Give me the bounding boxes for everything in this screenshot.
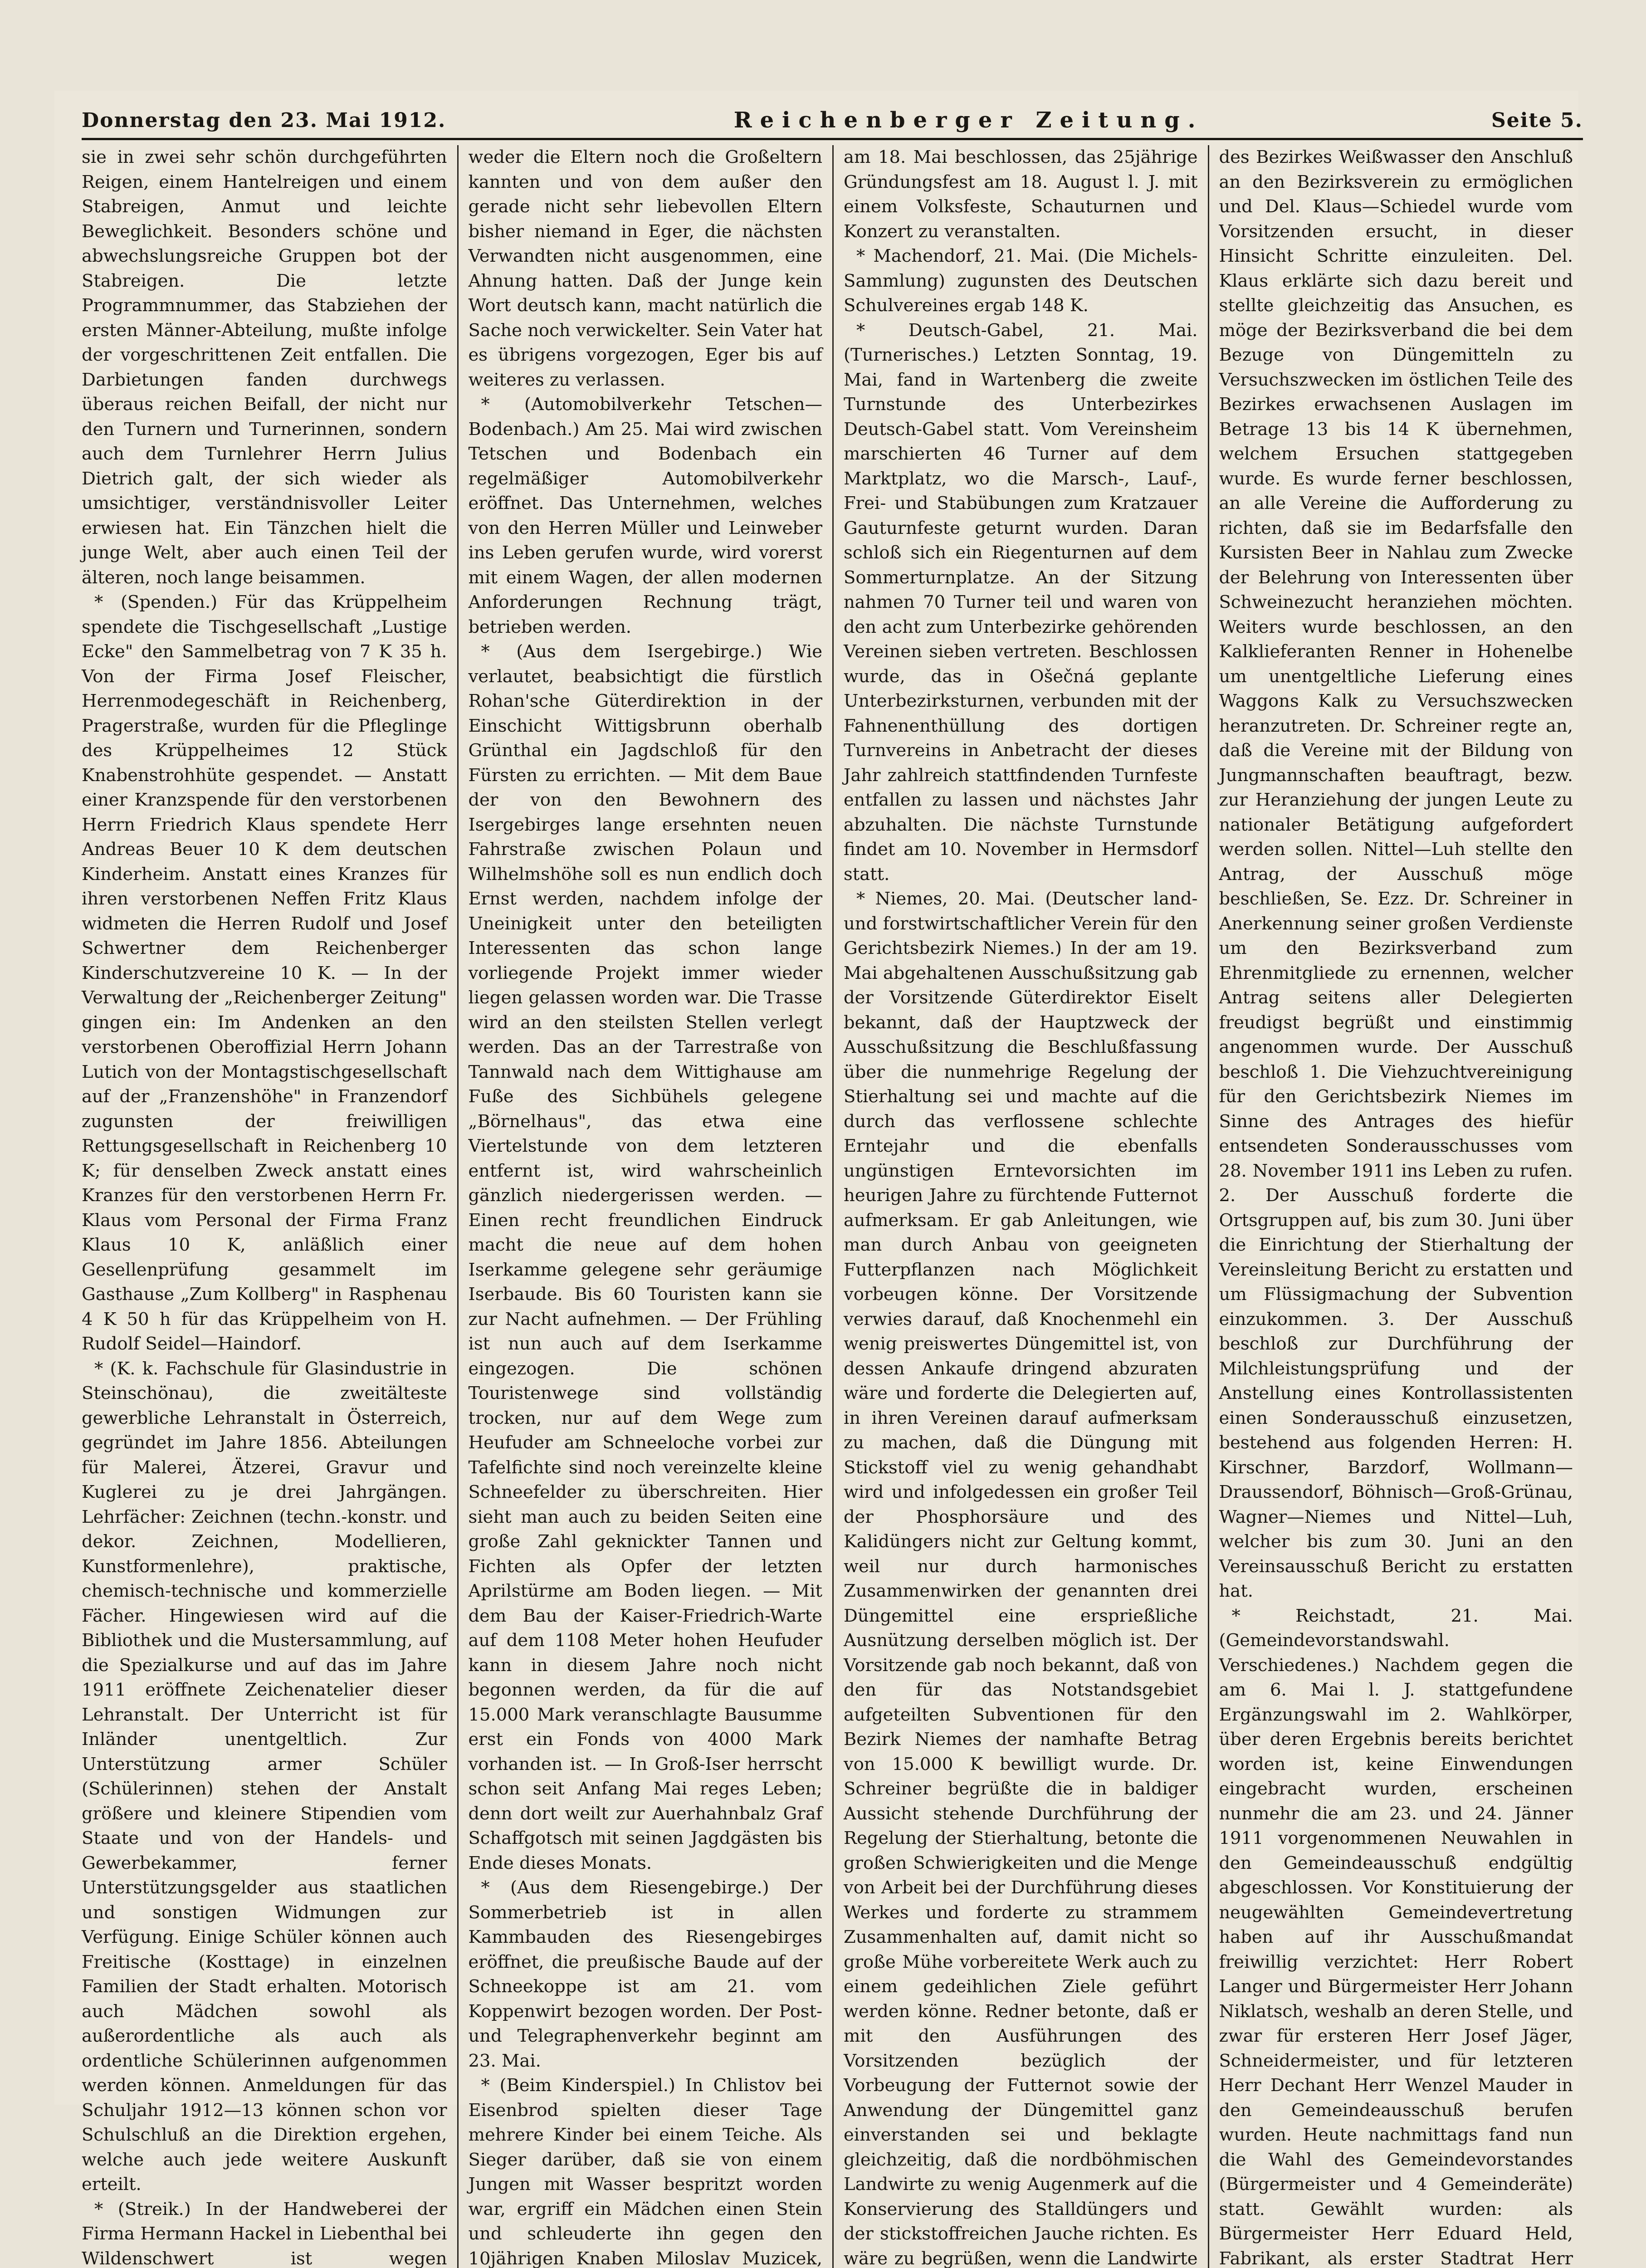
article-paragraph: weder die Eltern noch die Großeltern kannten und von dem außer den gerade nicht sehr liebevollen Eltern bisher niemand in Eger, die nächsten Verwandten nicht ausgenommen, eine Ahnung hatten. Daß der Junge kein Wort deutsch kann, macht natürlich die Sache noch verwickelter. Sein Vater hat es übrigens vorgezogen, Eger bis auf weiteres zu verlassen. <box>469 145 823 392</box>
article-paragraph: * (K. k. Fachschule für Glasindustrie in Steinschönau), die zweitälteste gewerbliche Lehranstalt in Österreich, gegründet im Jahre 1856. Abteilungen für Malerei, Ätzerei, Gravur und Kuglerei zu je drei Jahrgängen. Lehrfächer: Zeichnen (techn.-konstr. und dekor. Zeichnen, Modellieren, Kunstformenlehre), praktische, chemisch-technische und kommerzielle Fächer. Hingewiesen wird auf die Bibliothek und die Mustersammlung, auf die Spezialkurse und auf das im Jahre 1911 eröffnete Zeichenatelier dieser Lehranstalt. Der Unterricht ist für Inländer unentgeltlich. Zur Unterstützung armer Schüler (Schülerinnen) stehen der Anstalt größere und kleinere Stipendien vom Staate und von der Handels- und Gewerbekammer, ferner Unterstützungsgelder aus staatlichen und sonstigen Widmungen zur Verfügung. Einige Schüler können auch Freitische (Kosttage) in einzelnen Familien der Stadt erhalten. Motorisch auch Mädchen sowohl als außerordentliche als auch als ordentliche Schülerinnen aufgenommen werden können. Anmeldungen für das Schuljahr 1912—13 können schon vor Schulschluß an die Direktion ergehen, welche auch jede weitere Auskunft erteilt. <box>82 1357 447 2197</box>
article-paragraph: * Deutsch-Gabel, 21. Mai. (Turnerisches.) Letzten Sonntag, 19. Mai, fand in Wartenberg die zweite Turnstunde des Unterbezirkes Deutsch-Gabel statt. Vom Vereinsheim marschierten 46 Turner auf dem Marktplatz, wo die Marsch-, Lauf-, Frei- und Stabübungen zum Kratzauer Gauturnfeste geturnt wurden. Daran schloß sich ein Riegenturnen auf dem Sommerturnplatze. An der Sitzung nahmen 70 Turner teil und waren von den acht zum Unterbezirke gehörenden Vereinen sieben vertreten. Beschlossen wurde, das in Ošečná geplante Unterbezirksturnen, verbunden mit der Fahnenenthüllung des dortigen Turnvereins in Anbetracht der dieses Jahr zahlreich stattfindenden Turnfeste entfallen zu lassen und nächstes Jahr abzuhalten. Die nächste Turnstunde findet am 10. November in Hermsdorf statt. <box>844 318 1198 887</box>
issue-date: Donnerstag den 23. Mai 1912. <box>82 109 446 132</box>
article-paragraph: * (Aus dem Isergebirge.) Wie verlautet, beabsichtigt die fürstlich Rohan'sche Güterdirektion in der Einschicht Wittigsbrunn oberhalb Grünthal ein Jagdschloß für den Fürsten zu errichten. — Mit dem Baue der von den Bewohnern des Isergebirges lange ersehnten neuen Fahrstraße zwischen Polaun und Wilhelmshöhe soll es nun endlich doch Ernst werden, nachdem infolge der Uneinigkeit unter den beteiligten Interessenten das schon lange vorliegende Projekt immer wieder liegen gelassen worden war. Die Trasse wird an den steilsten Stellen verlegt werden. Das an der Tarrestraße von Tannwald nach dem Wittighause am Fuße des Sichbühels gelegene „Börnelhaus", das etwa eine Viertelstunde von dem letzteren entfernt ist, wird wahrscheinlich gänzlich niedergerissen werden. — Einen recht freundlichen Eindruck macht die neue auf dem hohen Iserkamme gelegene sehr geräumige Iserbaude. Bis 60 Touristen kann sie zur Nacht aufnehmen. — Der Frühling ist nun auch auf dem Iserkamme eingezogen. Die schönen Touristenwege sind vollständig trocken, nur auf dem Wege zum Heufuder am Schneeloche vorbei zur Tafelfichte sind noch vereinzelte kleine Schneefelder zu überschreiten. Hier sieht man auch zu beiden Seiten eine große Zahl geknickter Tannen und Fichten als Opfer der letzten Aprilstürme am Boden liegen. — Mit dem Bau der Kaiser-Friedrich-Warte auf dem 1108 Meter hohen Heufuder kann in diesem Jahre noch nicht begonnen werden, da für die auf 15.000 Mark veranschlagte Bausumme erst ein Fonds von 4000 Mark vorhanden ist. — In Groß-Iser herrscht schon seit Anfang Mai reges Leben; denn dort weilt zur Auerhahnbalz Graf Schaffgotsch mit seinen Jagdgästen bis Ende dieses Monats. <box>469 640 823 1876</box>
masthead-title: Reichenberger Zeitung. <box>734 108 1204 133</box>
column-2 <box>457 145 833 2268</box>
newspaper-page <box>54 91 1578 2105</box>
page-header <box>82 104 1583 136</box>
article-paragraph: * (Streik.) In der Handweberei der Firma Hermann Hackel in Liebenthal bei Wildenschwert ist wegen <box>82 2197 447 2268</box>
article-paragraph: * Niemes, 20. Mai. (Deutscher land- und forstwirtschaftlicher Verein für den Gerichtsbezirk Niemes.) In der am 19. Mai abgehaltenen Ausschußsitzung gab der Vorsitzende Güterdirektor Eiselt bekannt, daß der Hauptzweck der Ausschußsitzung die Beschlußfassung über die nunmehrige Regelung der Stierhaltung sei und machte auf die durch das verflossene schlechte Erntejahr und die ebenfalls ungünstigen Erntevorsichten im heurigen Jahre zu fürchtende Futternot aufmerksam. Er gab Anleitungen, wie man durch Anbau von geeigneten Futterpflanzen nach Möglichkeit vorbeugen könne. Der Vorsitzende verwies darauf, daß Knochenmehl ein wenig preiswertes Düngemittel ist, von dessen Ankaufe dringend abzuraten wäre und forderte die Delegierten auf, in ihren Vereinen darauf aufmerksam zu machen, daß die Düngung mit Stickstoff viel zu wenig gehandhabt wird und infolgedessen ein großer Teil der Phosphorsäure und des Kalidüngers nicht zur Geltung kommt, weil nur durch harmonisches Zusammenwirken der genannten drei Düngemittel eine ersprießliche Ausnützung derselben möglich ist. Der Vorsitzende gab noch bekannt, daß von den für das Notstandsgebiet aufgeteilten Subventionen für den Bezirk Niemes der namhafte Betrag von 15.000 K bewilligt wurde. Dr. Schreiner begrüßte die in baldiger Aussicht stehende Durchführung der Regelung der Stierhaltung, betonte die großen Schwierigkeiten und die Menge von Arbeit bei der Durchführung dieses Werkes und forderte zu strammem Zusammenhalten auf, damit nicht so große Mühe vorbereitete Werk auch zu einem gedeihlichen Ziele geführt werden könne. Redner betonte, daß er mit den Ausführungen des Vorsitzenden bezüglich der Vorbeugung der Futternot sowie der Anwendung der Düngemittel ganz einverstanden sei und beklagte gleichzeitig, daß die nordböhmischen Landwirte zu wenig Augenmerk auf die Konservierung des Stalldüngers und der stickstoffreichen Jauche richten. Es wäre zu begrüßen, wenn die Landwirte <box>844 887 1198 2268</box>
header-rule <box>82 138 1583 140</box>
article-paragraph: * Machendorf, 21. Mai. (Die Michels-Sammlung) zugunsten des Deutschen Schulvereines ergab 148 K. <box>844 244 1198 318</box>
page-number: Seite 5. <box>1491 109 1583 132</box>
column-1 <box>82 145 457 2268</box>
article-paragraph: * (Automobilverkehr Tetschen—Bodenbach.) Am 25. Mai wird zwischen Tetschen und Bodenbach ein regelmäßiger Automobilverkehr eröffnet. Das Unternehmen, welches von den Herren Müller und Leinweber ins Leben gerufen wurde, wird vorerst mit einem Wagen, der allen modernen Anforderungen Rechnung trägt, betrieben werden. <box>469 392 823 640</box>
article-paragraph: * (Beim Kinderspiel.) In Chlistov bei Eisenbrod spielten dieser Tage mehrere Kinder bei einem Teiche. Als Sieger darüber, daß sie von einem Jungen mit Wasser bespritzt worden war, ergriff ein Mädchen einen Stein und schleuderte ihn gegen den 10jährigen Knaben Miloslav Muzicek, <box>469 2073 823 2268</box>
article-paragraph: sie in zwei sehr schön durchgeführten Reigen, einem Hantelreigen und einem Stabreigen, Anmut und leichte Beweglichkeit. Besonders schöne und abwechslungsreiche Gruppen bot der Stabreigen. Die letzte Programmnummer, das Stabziehen der ersten Männer-Abteilung, mußte infolge der vorgeschrittenen Zeit entfallen. Die Darbietungen fanden durchwegs überaus reichen Beifall, der nicht nur den Turnern und Turnerinnen, sondern auch dem Turnlehrer Herrn Julius Dietrich galt, der sich wieder als umsichtiger, verständnisvoller Leiter erwiesen hat. Ein Tänzchen hielt die junge Welt, aber auch einen Teil der älteren, noch lange beisammen. <box>82 145 447 590</box>
text-columns <box>82 145 1583 2091</box>
article-paragraph: * (Spenden.) Für das Krüppelheim spendete die Tischgesellschaft „Lustige Ecke" den Sammelbetrag von 7 K 35 h. Von der Firma Josef Fleischer, Herrenmodegeschäft in Reichenberg, Pragerstraße, wurden für die Pfleglinge des Krüppelheimes 12 Stück Knabenstrohhüte gespendet. — Anstatt einer Kranzspende für den verstorbenen Herrn Friedrich Klaus spendete Herr Andreas Beuer 10 K dem deutschen Kinderheim. Anstatt eines Kranzes für ihren verstorbenen Neffen Fritz Klaus widmeten die Herren Rudolf und Josef Schwertner dem Reichenberger Kinderschutzvereine 10 K. — In der Verwaltung der „Reichenberger Zeitung" gingen ein: Im Andenken an den verstorbenen Oberoffizial Herrn Johann Lutich von der Montagstischgesellschaft auf der „Franzenshöhe" in Franzendorf zugunsten der freiwilligen Rettungsgesellschaft in Reichenberg 10 K; für denselben Zweck anstatt eines Kranzes für den verstorbenen Herrn Fr. Klaus vom Personal der Firma Franz Klaus 10 K, anläßlich einer Gesellenprüfung gesammelt im Gasthause „Zum Kollberg" in Rasphenau 4 K 50 h für das Krüppelheim von H. Rudolf Seidel—Haindorf. <box>82 590 447 1357</box>
article-paragraph: * Reichstadt, 21. Mai. (Gemeindevorstandswahl. Verschiedenes.) Nachdem gegen die am 6. Mai l. J. stattgefundene Ergänzungswahl im 2. Wahlkörper, über deren Ergebnis bereits berichtet worden ist, keine Einwendungen eingebracht wurden, erscheinen nunmehr die am 23. und 24. Jänner 1911 vorgenommenen Neuwahlen in den Gemeindeausschuß endgültig abgeschlossen. Vor Konstituierung der neugewählten Gemeindevertretung haben auf ihr Ausschußmandat freiwillig verzichtet: Herr Robert Langer und Bürgermeister Herr Johann Niklatsch, weshalb an deren Stelle, und zwar für ersteren Herr Josef Jäger, Schneidermeister, und für letzteren Herr Dechant Herr Wenzel Mauder in den Gemeindeausschuß berufen wurden. Heute nachmittags fand nun die Wahl des Gemeindevorstandes (Bürgermeister und 4 Gemeinderäte) statt. Gewählt wurden: als Bürgermeister Herr Eduard Held, Fabrikant, als erster Stadtrat Herr <box>1219 1604 1573 2268</box>
article-paragraph: am 18. Mai beschlossen, das 25jährige Gründungsfest am 18. August l. J. mit einem Volksfeste, Schauturnen und Konzert zu veranstalten. <box>844 145 1198 244</box>
column-4 <box>1208 145 1583 2268</box>
article-paragraph: * (Aus dem Riesengebirge.) Der Sommerbetrieb ist in allen Kammbauden des Riesengebirges eröffnet, die preußische Baude auf der Schneekoppe ist am 21. vom Koppenwirt bezogen worden. Der Post- und Telegraphenverkehr beginnt am 23. Mai. <box>469 1876 823 2073</box>
article-paragraph: des Bezirkes Weißwasser den Anschluß an den Bezirksverein zu ermöglichen und Del. Klaus—Schiedel wurde vom Vorsitzenden ersucht, in dieser Hinsicht Schritte einzuleiten. Del. Klaus erklärte sich dazu bereit und stellte gleichzeitig das Ansuchen, es möge der Bezirksverband die bei dem Bezuge von Düngemitteln zu Versuchszwecken im östlichen Teile des Bezirkes erwachsenen Auslagen im Betrage 13 bis 14 K übernehmen, welchem Ersuchen stattgegeben wurde. Es wurde ferner beschlossen, an alle Vereine die Aufforderung zu richten, daß sie im Bedarfsfalle den Kursisten Beer in Nahlau zum Zwecke der Belehrung von Interessenten über Schweinezucht heranziehen möchten. Weiters wurde beschlossen, an den Kalklieferanten Renner in Hohenelbe um unentgeltliche Lieferung eines Waggons Kalk zu Versuchszwecken heranzutreten. Dr. Schreiner regte an, daß die Vereine mit der Bildung von Jungmannschaften beauftragt, bezw. zur Heranziehung der jungen Leute zu nationaler Betätigung aufgefordert werden sollen. Nittel—Luh stellte den Antrag, der Ausschuß möge beschließen, Se. Ezz. Dr. Schreiner in Anerkennung seiner großen Verdienste um den Bezirksverband zum Ehrenmitgliede zu ernennen, welcher Antrag seitens aller Delegierten freudigst begrüßt und einstimmig angenommen wurde. Der Ausschuß beschloß 1. Die Viehzuchtvereinigung für den Gerichtsbezirk Niemes im Sinne des Antrages des hiefür entsendeten Sonderausschusses vom 28. November 1911 ins Leben zu rufen. 2. Der Ausschuß forderte die Ortsgruppen auf, bis zum 30. Juni über die Einrichtung der Stierhaltung der Vereinsleitung Bericht zu erstatten und um Flüssigmachung der Subvention einzukommen. 3. Der Ausschuß beschloß zur Durchführung der Milchleistungsprüfung und der Anstellung eines Kontrollassistenten einen Sonderausschuß einzusetzen, bestehend aus folgenden Herren: H. Kirschner, Barzdorf, Wollmann—Draussendorf, Böhnisch—Groß-Grünau, Wagner—Niemes und Nittel—Luh, welcher bis zum 30. Juni an den Vereinsausschuß Bericht zu erstatten hat. <box>1219 145 1573 1604</box>
column-3 <box>832 145 1208 2268</box>
